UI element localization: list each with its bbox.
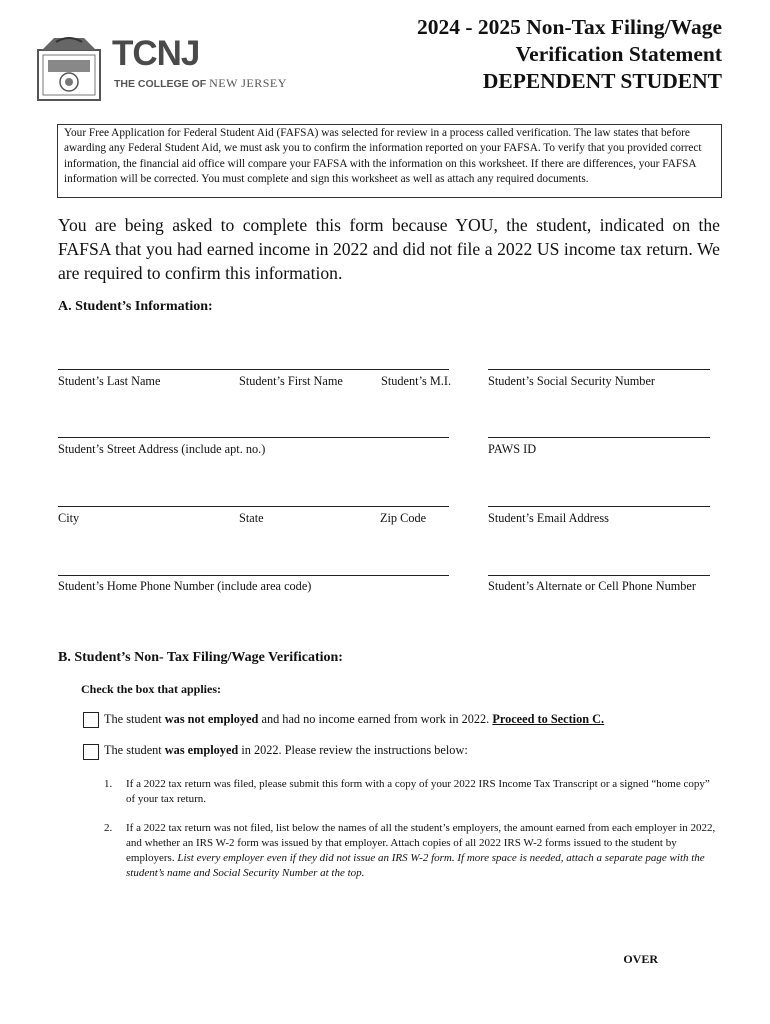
logo-brand: TCNJ [112, 34, 200, 73]
email-label: Student’s Email Address [488, 511, 609, 525]
home-phone-field-line[interactable] [58, 575, 449, 576]
form-title [417, 14, 722, 95]
section-b-heading: B. Student’s Non- Tax Filing/Wage Verification: [58, 650, 343, 665]
title-line-2: Verification Statement [515, 42, 722, 66]
lead-paragraph: You are being asked to complete this form because YOU, the student, indicated on the FAFSA that you had earned income in 2022 and did not file a 2022 US income tax return. We are required to confirm this information. [58, 215, 720, 283]
not-employed-checkbox[interactable] [83, 712, 99, 728]
state-label: State [239, 511, 264, 525]
intro-box: Your Free Application for Federal Student Aid (FAFSA) was selected for review in a process called verification. The law states that before awarding any Federal Student Aid, we must ask you to confirm the information reported on your FAFSA. To verify that you provided correct information, the financial aid office will compare your FAFSA with the information on this worksheet. If there are differences, your FAFSA information will be corrected. You must complete and sign this worksheet as well as attach any required documents. [57, 124, 722, 198]
city-label: City [58, 511, 80, 525]
item-2-number: 2. [104, 822, 113, 834]
ssn-label: Student’s Social Security Number [488, 374, 656, 388]
paws-label: PAWS ID [488, 442, 537, 456]
college-logo [34, 26, 304, 102]
paws-field-line[interactable] [488, 437, 710, 438]
home-phone-label: Student’s Home Phone Number (include area code) [58, 579, 312, 593]
item-1-text: If a 2022 tax return was filed, please submit this form with a copy of your 2022 IRS Income Tax Transcript or a signed “home copy” of your tax return. [126, 778, 710, 805]
college-seal-icon [34, 34, 104, 102]
mi-label: Student’s M.I. [381, 374, 452, 388]
alt-phone-label: Student’s Alternate or Cell Phone Number [488, 579, 696, 593]
not-employed-option: The student was not employed and had no income earned from work in 2022. Proceed to Section C. [104, 712, 605, 726]
first-name-label: Student’s First Name [239, 374, 343, 388]
city-state-zip-field-line[interactable] [58, 506, 449, 507]
email-field-line[interactable] [488, 506, 710, 507]
alt-phone-field-line[interactable] [488, 575, 710, 576]
title-line-3: DEPENDENT STUDENT [482, 69, 722, 93]
street-label: Student’s Street Address (include apt. no.) [58, 442, 266, 456]
ssn-field-line[interactable] [488, 369, 710, 370]
logo-subtitle: THE COLLEGE OF NEW JERSEY [114, 76, 287, 90]
name-field-line[interactable] [58, 369, 449, 370]
employed-option: The student was employed in 2022. Please review the instructions below: [104, 743, 468, 757]
employed-checkbox[interactable] [83, 744, 99, 760]
street-field-line[interactable] [58, 437, 449, 438]
zip-label: Zip Code [380, 511, 427, 525]
check-instruction: Check the box that applies: [81, 682, 222, 696]
over-indicator: OVER [623, 952, 658, 966]
last-name-label: Student’s Last Name [58, 374, 161, 388]
title-line-1: 2024 - 2025 Non-Tax Filing/Wage [416, 15, 722, 39]
item-2-text: If a 2022 tax return was not filed, list below the names of all the student’s employers, the amount earned from each employer in 2022, and whether an IRS W-2 form was issued by that employer. Attach copies of all 2022 IRS W-2 forms issued to the student by employers. List every employer even if they did not issue an IRS W-2 form. If more space is needed, attach a separate page with the student’s name and Social Security Number at the top. [126, 822, 716, 879]
section-a-heading: A. Student’s Information: [58, 299, 213, 314]
item-1-number: 1. [104, 778, 113, 790]
